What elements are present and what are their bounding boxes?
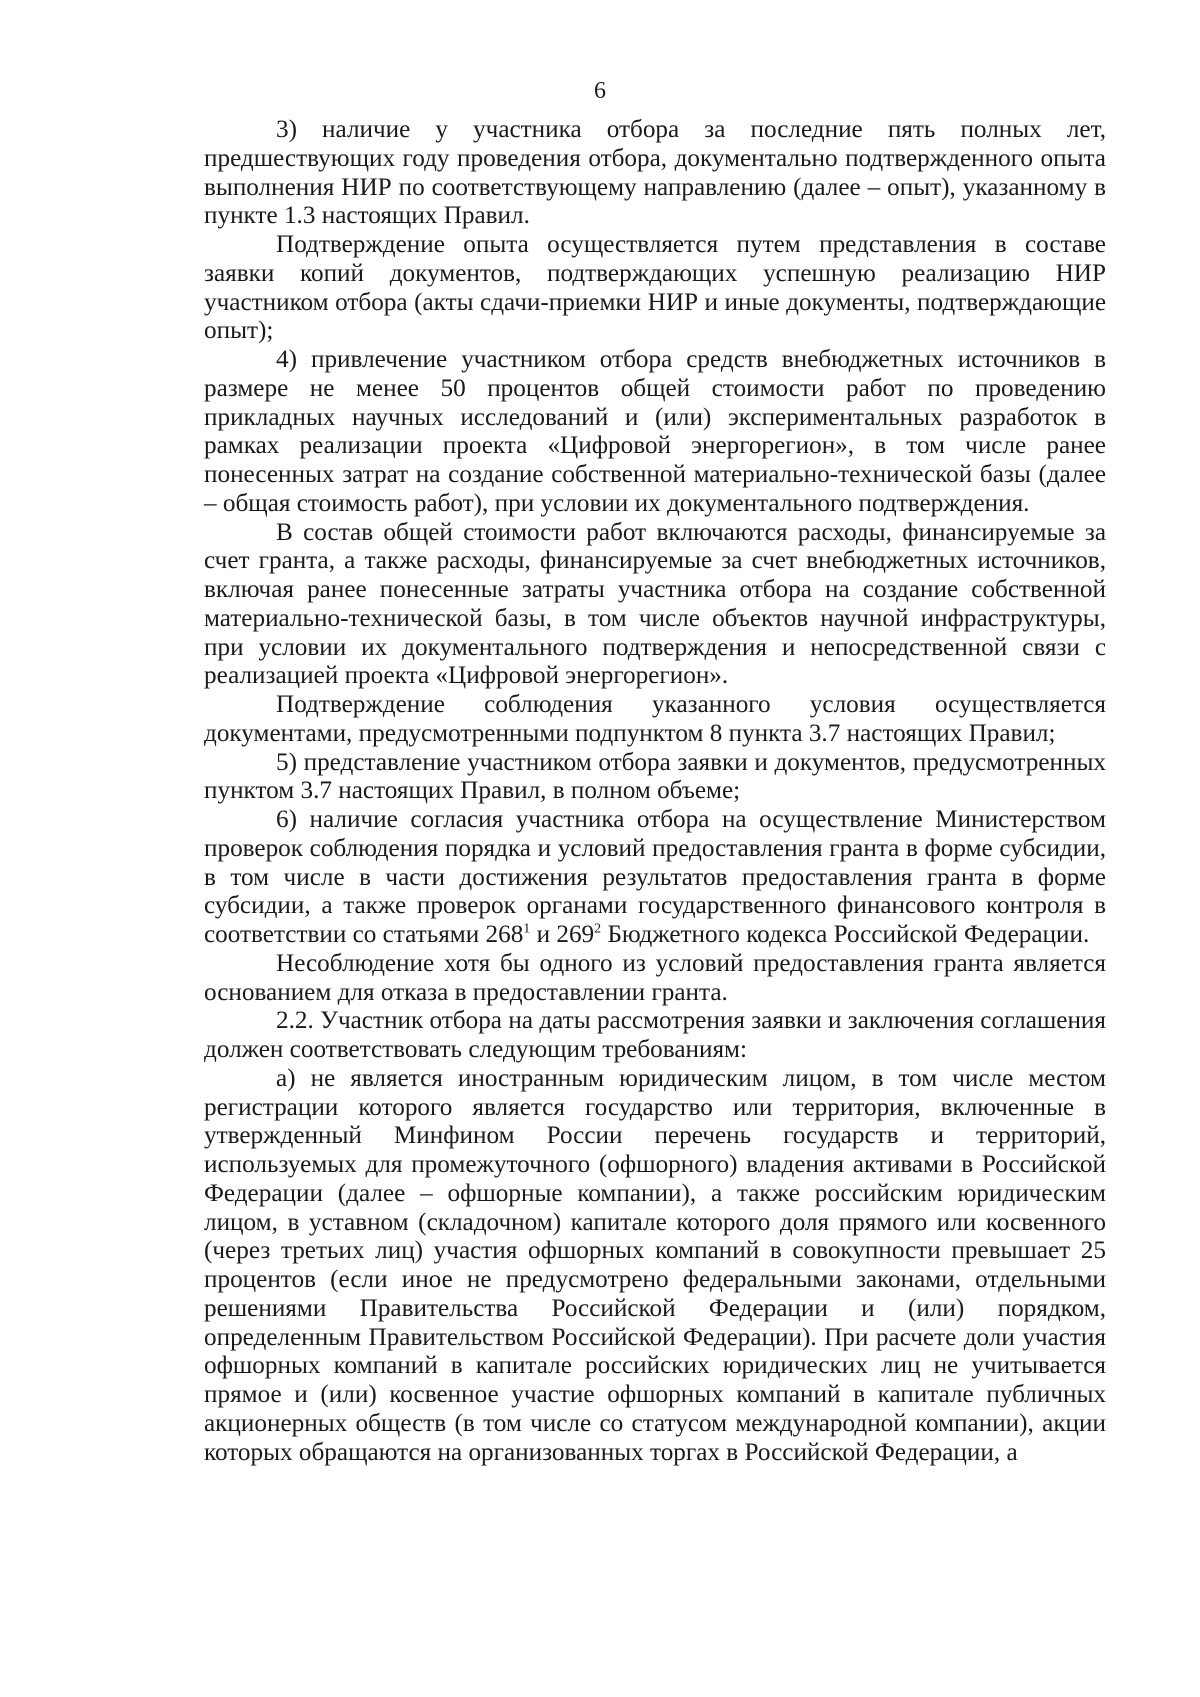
paragraph-item-6-text-after: Бюджетного кодекса Российской Федерации. — [601, 921, 1090, 948]
paragraph-item-4: 4) привлечение участником отбора средств внебюджетных источников в размере не менее 50 процентов общей стоимости работ по проведению прикладных научных исследований и (или) экспериментальных разработок в рамках реализации проекта «Цифровой энергорегион», в том числе ранее понесенных затрат на создание собственной материально-технической базы (далее – общая стоимость работ), при условии их документального подтверждения. — [204, 346, 1106, 517]
paragraph-condition-confirmation: Подтверждение соблюдения указанного условия осуществляется документами, предусмотренными подпунктом 8 пункта 3.7 настоящих Правил; — [204, 691, 1106, 747]
footnote-superscript-2: 2 — [594, 921, 602, 937]
paragraph-item-a: а) не является иностранным юридическим лицом, в том числе местом регистрации которого является государство или территория, включенные в утвержденный Минфином России перечень государств и территорий, используемых для промежуточного (офшорного) владения активами в Российской Федерации (далее – офшорные компании), а также российским юридическим лицом, в уставном (складочном) капитале которого доля прямого или косвенного (через третьих лиц) участия офшорных компаний в совокупности превышает 25 процентов (если иное не предусмотрено федеральными законами, отдельными решениями Правительства Российской Федерации и (или) порядком, определенным Правительством Российской Федерации). При расчете доли участия офшорных компаний в капитале российских юридических лиц не учитывается прямое и (или) косвенное участие офшорных компаний в капитале публичных акционерных обществ (в том числе со статусом международной компании), акции которых обращаются на организованных торгах в Российской Федерации, а — [204, 1064, 1106, 1466]
paragraph-item-6-text-before: 6) наличие согласия участника отбора на осуществление Министерством проверок соблюдения порядка и условий предоставления гранта в форме субсидии, в том числе в части достижения результатов предоставления гранта в форме субсидии, а также проверок органами государственного финансового контроля в соответствии со статьями 268 — [204, 806, 1106, 948]
paragraph-item-6 — [204, 806, 1106, 950]
paragraph-item-6-text-middle: и 269 — [530, 921, 595, 948]
paragraph-section-2-2: 2.2. Участник отбора на даты рассмотрения заявки и заключения соглашения должен соответствовать следующим требованиям: — [204, 1007, 1106, 1063]
paragraph-total-cost-composition: В состав общей стоимости работ включаются расходы, финансируемые за счет гранта, а также расходы, финансируемые за счет внебюджетных источников, включая ранее понесенные затраты участника отбора на создание собственной материально-технической базы, в том числе объектов научной инфраструктуры, при условии их документального подтверждения и непосредственной связи с реализацией проекта «Цифровой энергорегион». — [204, 518, 1106, 690]
footnote-superscript-1: 1 — [523, 921, 531, 937]
paragraph-refusal-grounds: Несоблюдение хотя бы одного из условий предоставления гранта является основанием для отказа в предоставлении гранта. — [204, 949, 1106, 1006]
paragraph-item-3: 3) наличие у участника отбора за последние пять полных лет, предшествующих году проведения отбора, документально подтвержденного опыта выполнения НИР по соответствующему направлению (далее – опыт), указанному в пункте 1.3 настоящих Правил. — [204, 116, 1106, 230]
paragraph-item-5: 5) представление участником отбора заявки и документов, предусмотренных пунктом 3.7 настоящих Правил, в полном объеме; — [204, 748, 1106, 805]
document-body — [204, 116, 1106, 1467]
paragraph-experience-confirmation: Подтверждение опыта осуществляется путем представления в составе заявки копий документов, подтверждающих успешную реализацию НИР участником отбора (акты сдачи-приемки НИР и иные документы, подтверждающие опыт); — [204, 231, 1106, 345]
page-number: 6 — [594, 78, 606, 104]
